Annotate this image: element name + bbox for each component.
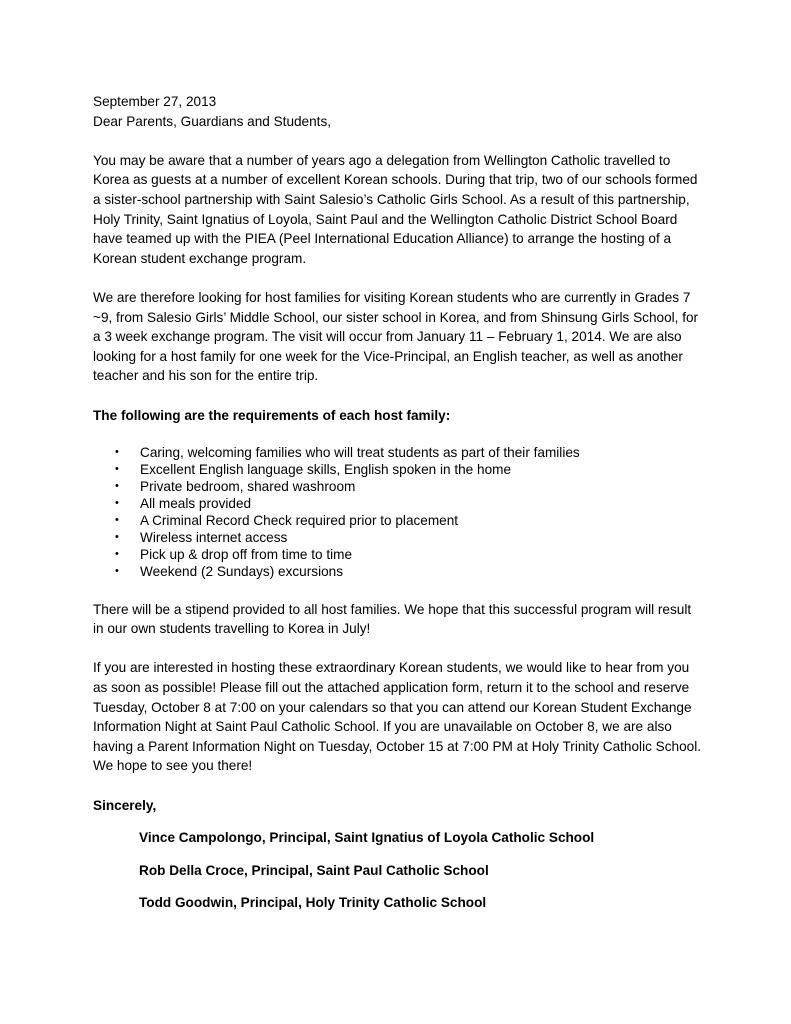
list-item	[93, 546, 703, 563]
stipend-paragraph: There will be a stipend provided to all host families. We hope that this successful program will result in our own students travelling to Korea in July!	[93, 601, 692, 637]
bullet-icon: •	[115, 446, 119, 459]
requirement-text: Pick up & drop off from time to time	[140, 547, 353, 563]
letter-date: September 27, 2013	[93, 94, 217, 109]
bullet-icon: •	[115, 565, 119, 578]
list-item	[93, 512, 703, 529]
letter-salutation: Dear Parents, Guardians and Students,	[93, 113, 332, 129]
intro-paragraph: You may be aware that a number of years ago a delegation from Wellington Catholic travelled to Korea as guests at a number of excellent Korean schools. During that trip, two of our schools formed a sister-school partnership with Saint Salesio’s Catholic Girls School. As a result of this partnership, Holy Trinity, Saint Ignatius of Loyola, Saint Paul and the Wellington Catholic District School Board have teamed up with the PIEA (Peel International Education Alliance) to arrange the hosting of a Korean student exchange program.	[93, 152, 698, 266]
bullet-icon: •	[115, 480, 119, 493]
list-item	[93, 495, 703, 512]
list-item	[93, 478, 703, 495]
information-night-paragraph: If you are interested in hosting these extraordinary Korean students, we would like to hear from you as soon as possible! Please fill out the attached application form, return it to the school and reserve Tuesday, October 8 at 7:00 on your calendars so that you can attend our Korean Student Exchange Information Night at Saint Paul Catholic School. If you are unavailable on October 8, we are also having a Parent Information Night on Tuesday, October 15 at 7:00 PM at Holy Trinity Catholic School. We hope to see you there!	[93, 660, 702, 774]
requirements-heading: The following are the requirements of each host family:	[93, 407, 451, 423]
bullet-icon: •	[115, 514, 119, 527]
list-item	[93, 444, 703, 461]
list-item	[93, 461, 703, 478]
bullet-icon: •	[115, 497, 119, 510]
bullet-icon: •	[115, 548, 119, 561]
requirement-text: Private bedroom, shared washroom	[140, 479, 356, 495]
signatory-goodwin: Todd Goodwin, Principal, Holy Trinity Catholic School	[139, 895, 487, 911]
requirement-text: Wireless internet access	[140, 530, 288, 546]
signatory-campolongo: Vince Campolongo, Principal, Saint Ignatius of Loyola Catholic School	[139, 830, 595, 846]
bullet-icon: •	[115, 463, 119, 476]
requirement-text: A Criminal Record Check required prior to placement	[140, 513, 459, 529]
letter-body	[93, 92, 703, 913]
host-families-paragraph: We are therefore looking for host families for visiting Korean students who are currently in Grades 7 ~9, from Salesio Girls’ Middle School, our sister school in Korea, and from Shinsung Girls School, for a 3 week exchange program. The visit will occur from January 11 – February 1, 2014. We are also looking for a host family for one week for the Vice-Principal, an English teacher, as well as another teacher and his son for the entire trip.	[93, 289, 699, 384]
requirements-list	[93, 444, 703, 580]
sign-off: Sincerely,	[93, 797, 157, 813]
signatory-della-croce: Rob Della Croce, Principal, Saint Paul Catholic School	[139, 862, 489, 878]
requirement-text: Excellent English language skills, English spoken in the home	[140, 462, 512, 478]
list-item	[93, 529, 703, 546]
requirement-text: Caring, welcoming families who will treat students as part of their families	[140, 445, 580, 461]
requirement-text: Weekend (2 Sundays) excursions	[140, 564, 344, 580]
list-item	[93, 563, 703, 580]
bullet-icon: •	[115, 531, 119, 544]
requirement-text: All meals provided	[140, 496, 252, 512]
